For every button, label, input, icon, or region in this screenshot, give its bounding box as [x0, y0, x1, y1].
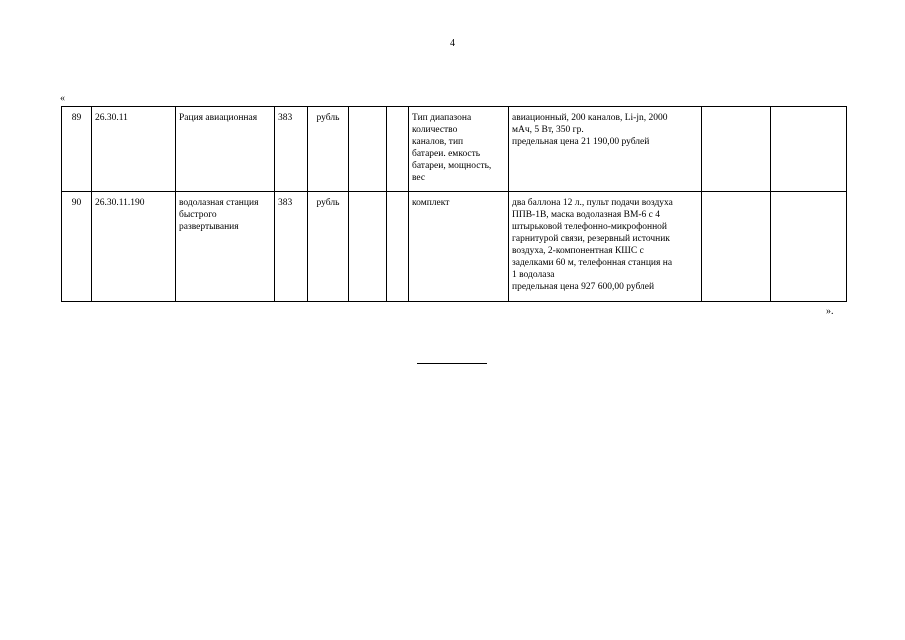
row-number-cell: 90 [62, 192, 92, 302]
okpd-code-cell: 26.30.11 [92, 107, 176, 192]
characteristics-cell: Тип диапазона количество каналов, тип батареи. емкость батареи, мощность, вес [409, 107, 509, 192]
item-name-cell: водолазная станция быстрого развертывания [176, 192, 275, 302]
empty-cell [771, 107, 847, 192]
unit-code-cell: 383 [275, 192, 308, 302]
opening-quote: « [60, 93, 65, 104]
empty-cell [702, 107, 771, 192]
unit-name-cell: рубль [308, 107, 349, 192]
unit-code-cell: 383 [275, 107, 308, 192]
table-row [62, 192, 847, 302]
footer-separator-line [417, 363, 487, 364]
closing-quote: ». [826, 306, 834, 317]
item-name-cell: Рация авиационная [176, 107, 275, 192]
okpd-code-cell: 26.30.11.190 [92, 192, 176, 302]
table-row [62, 107, 847, 192]
empty-cell [387, 192, 409, 302]
page-number: 4 [450, 38, 455, 49]
procurement-table [61, 106, 847, 302]
empty-cell [771, 192, 847, 302]
values-cell: авиационный, 200 каналов, Li-jn, 2000 мАч, 5 Вт, 350 гр. предельная цена 21 190,00 рублей [509, 107, 702, 192]
empty-cell [702, 192, 771, 302]
values-cell: два баллона 12 л., пульт подачи воздуха ППВ-1В, маска водолазная ВМ-6 с 4 штырьковой телефонно-микрофонной гарнитурой связи, резервный источник воздуха, 2-компонентная КШС с заделками 60 м, телефонная станция на 1 водолаза предельная цена 927 600,00 рублей [509, 192, 702, 302]
characteristics-cell: комплект [409, 192, 509, 302]
empty-cell [349, 192, 387, 302]
empty-cell [349, 107, 387, 192]
row-number-cell: 89 [62, 107, 92, 192]
empty-cell [387, 107, 409, 192]
unit-name-cell: рубль [308, 192, 349, 302]
